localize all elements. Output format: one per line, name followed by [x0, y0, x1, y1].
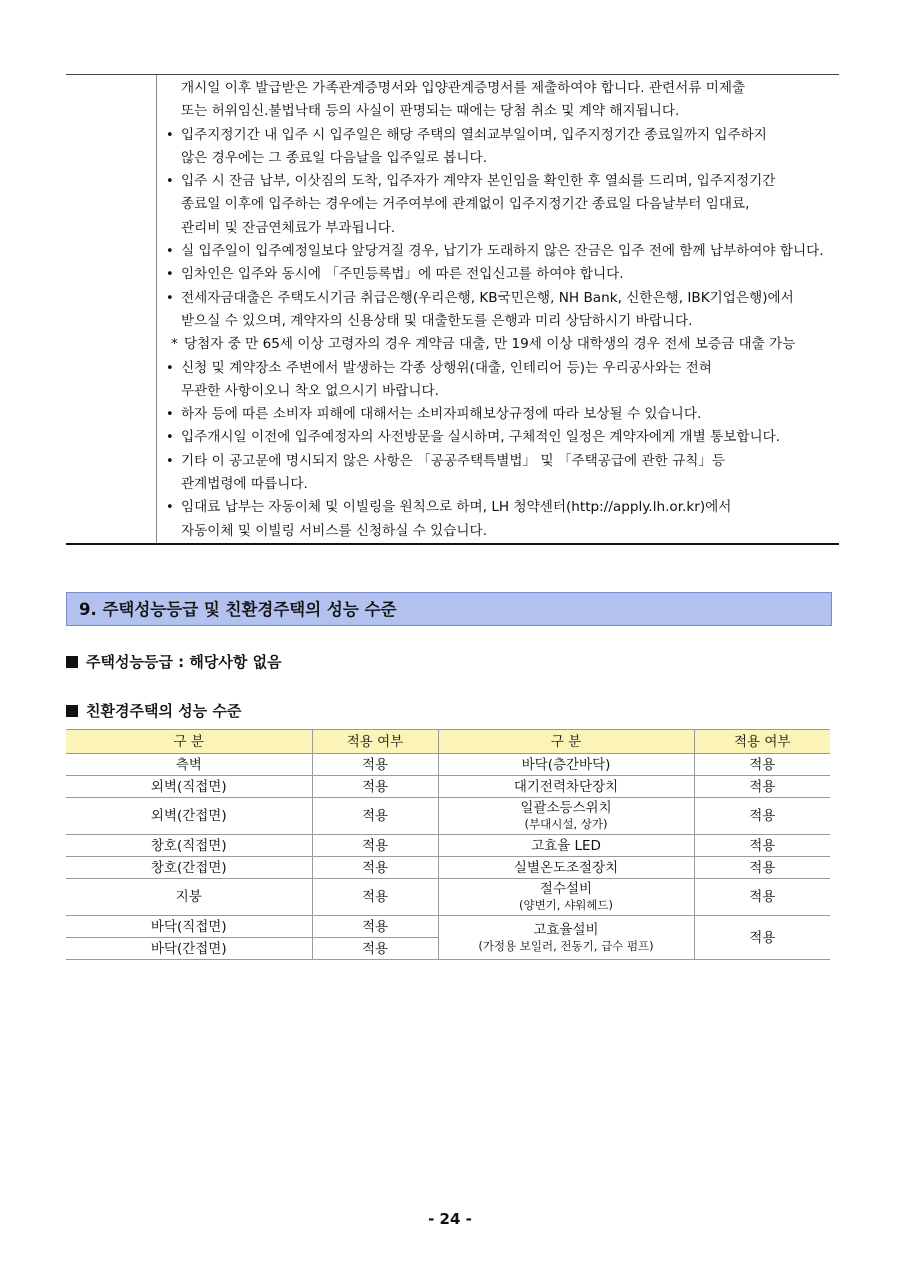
section-title: 9. 주택성능등급 및 친환경주택의 성능 수준: [79, 600, 397, 619]
right-item: 일괄소등스위치: [520, 800, 612, 816]
left-applied: 적용: [312, 835, 438, 857]
header-applied-left: 적용 여부: [312, 730, 438, 754]
heading-eco: [66, 700, 241, 721]
right-item: 고효율 LED: [438, 835, 694, 857]
notice-list: [66, 75, 839, 543]
left-item: 창호(직접면): [66, 835, 312, 857]
right-applied: 적용: [694, 754, 830, 776]
right-item: 절수설비: [539, 881, 593, 897]
left-applied: 적용: [312, 798, 438, 835]
header-category-left: 구 분: [66, 730, 312, 754]
heading-performance-text: 주택성능등급 : 해당사항 없음: [86, 653, 282, 671]
notice-line: • 임대료 납부는 자동이체 및 이빌링을 원칙으로 하며, LH 청약센터(http://apply.lh.or.kr)에서: [66, 496, 839, 519]
table-row: [66, 754, 830, 776]
square-bullet-icon: [66, 656, 78, 668]
table-row: [66, 798, 830, 835]
table-row: [66, 776, 830, 798]
right-applied: 적용: [694, 857, 830, 879]
table-row: [66, 835, 830, 857]
left-applied: 적용: [312, 754, 438, 776]
notice-line: * 당첨자 중 만 65세 이상 고령자의 경우 계약금 대출, 만 19세 이상 대학생의 경우 전세 보증금 대출 가능: [66, 333, 839, 356]
table-row: [66, 879, 830, 916]
right-item: 고효율설비: [533, 921, 599, 938]
notice-line: 종료일 이후에 입주하는 경우에는 거주여부에 관계없이 입주지정기간 종료일 다음날부터 임대료,: [181, 196, 750, 213]
left-item: 외벽(간접면): [66, 798, 312, 835]
left-item: 지붕: [66, 879, 312, 916]
right-item-two-line: [438, 879, 694, 916]
left-item: 바닥(직접면): [66, 916, 312, 938]
header-applied-right: 적용 여부: [694, 730, 830, 754]
notice-line: • 임차인은 입주와 동시에 「주민등록법」에 따른 전입신고를 하여야 합니다.: [66, 263, 839, 286]
right-applied: 적용: [694, 835, 830, 857]
table-row: [66, 857, 830, 879]
header-category-right: 구 분: [438, 730, 694, 754]
left-applied: 적용: [312, 938, 438, 960]
page-number: - 24 -: [428, 1210, 472, 1228]
heading-eco-text: 친환경주택의 성능 수준: [86, 702, 242, 720]
notice-line: • 기타 이 공고문에 명시되지 않은 사항은 「공공주택특별법」 및 「주택공급에 관한 규칙」등: [66, 450, 839, 473]
right-applied: 적용: [694, 776, 830, 798]
left-applied: 적용: [312, 857, 438, 879]
notice-line: 또는 허위임신.불법낙태 등의 사실이 판명되는 때에는 당첨 취소 및 계약 해지됩니다.: [181, 103, 680, 120]
right-item-sub: (부대시설, 상가): [524, 817, 608, 831]
right-applied: 적용: [694, 916, 830, 960]
notice-line: • 입주개시일 이전에 입주예정자의 사전방문을 실시하며, 구체적인 일정은 계약자에게 개별 통보합니다.: [66, 426, 839, 449]
notice-line: 무관한 사항이오니 착오 없으시기 바랍니다.: [181, 382, 439, 399]
right-item: 바닥(층간바닥): [438, 754, 694, 776]
heading-performance: [66, 651, 282, 672]
notice-line: • 신청 및 계약장소 주변에서 발생하는 각종 상행위(대출, 인테리어 등)는 우리공사와는 전혀: [66, 357, 839, 380]
notice-line: • 실 입주일이 입주예정일보다 앞당겨질 경우, 납기가 도래하지 않은 잔금은 입주 전에 함께 납부하여야 합니다.: [66, 240, 839, 263]
table-header-row: [66, 730, 830, 754]
right-applied: 적용: [694, 879, 830, 916]
left-item: 바닥(간접면): [66, 938, 312, 960]
section-header: [66, 592, 832, 626]
right-item: 대기전력차단장치: [438, 776, 694, 798]
right-item: 실별온도조절장치: [438, 857, 694, 879]
left-applied: 적용: [312, 916, 438, 938]
right-item-sub: (양변기, 샤워헤드): [518, 898, 614, 912]
right-applied: 적용: [694, 798, 830, 835]
notice-line: 개시일 이후 발급받은 가족관계증명서와 입양관계증명서를 제출하여야 합니다. 관련서류 미제출: [181, 80, 746, 96]
right-item-two-line: [438, 916, 694, 960]
left-item: 창호(간접면): [66, 857, 312, 879]
notice-line: 받으실 수 있으며, 계약자의 신용상태 및 대출한도를 은행과 미리 상담하시기 바랍니다.: [181, 312, 693, 329]
notice-line: 자동이체 및 이빌링 서비스를 신청하실 수 있습니다.: [181, 522, 488, 539]
notice-line: • 입주 시 잔금 납부, 이삿짐의 도착, 입주자가 계약자 본인임을 확인한 후 열쇠를 드리며, 입주지정기간: [66, 170, 839, 193]
left-applied: 적용: [312, 776, 438, 798]
table-row: [66, 916, 830, 938]
notice-line: • 하자 등에 따른 소비자 피해에 대해서는 소비자피해보상규정에 따라 보상될 수 있습니다.: [66, 403, 839, 426]
notice-line: • 입주지정기간 내 입주 시 입주일은 해당 주택의 열쇠교부일이며, 입주지정기간 종료일까지 입주하지: [66, 124, 839, 147]
notice-line: 관계법령에 따릅니다.: [181, 476, 308, 493]
eco-performance-table: [66, 729, 830, 960]
notice-line: 않은 경우에는 그 종료일 다음날을 입주일로 봅니다.: [181, 149, 488, 166]
notice-line: 관리비 및 잔금연체료가 부과됩니다.: [181, 219, 396, 236]
notice-table: [66, 74, 839, 545]
right-item-two-line: [438, 798, 694, 835]
left-item: 측벽: [66, 754, 312, 776]
left-item: 외벽(직접면): [66, 776, 312, 798]
right-item-sub: (가정용 보일러, 전동기, 급수 펌프): [478, 938, 654, 953]
left-applied: 적용: [312, 879, 438, 916]
square-bullet-icon: [66, 705, 78, 717]
notice-line: • 전세자금대출은 주택도시기금 취급은행(우리은행, KB국민은행, NH Bank, 신한은행, IBK기업은행)에서: [66, 287, 839, 310]
